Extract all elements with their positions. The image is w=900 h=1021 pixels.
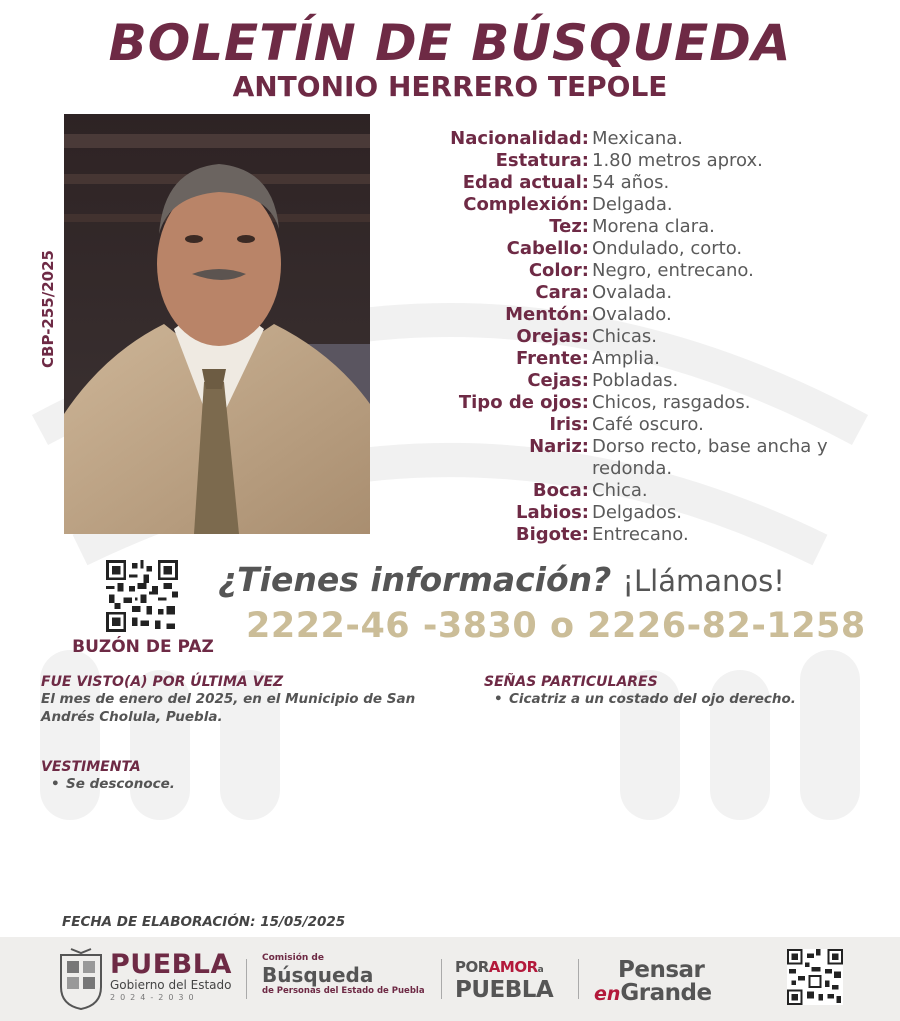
list-item: • Cicatriz a un costado del ojo derecho. <box>484 690 884 708</box>
call-us-text: ¡Llámanos! <box>622 564 785 598</box>
footer-divider <box>578 959 579 999</box>
trait-edad: Edad actual: 54 años. <box>462 172 670 193</box>
trait-complexion: Complexión: Delgada. <box>463 194 673 215</box>
buzon-qr-code[interactable] <box>106 560 178 632</box>
last-seen-text: El mes de enero del 2025, en el Municipio de San Andrés Cholula, Puebla. <box>41 691 416 725</box>
trait-color: Color: Negro, entrecano. <box>528 260 754 281</box>
coat-of-arms-icon <box>57 947 105 1011</box>
list-item: • Se desconoce. <box>41 775 431 793</box>
trait-cabello: Cabello: Ondulado, corto. <box>506 238 743 259</box>
physical-traits <box>380 128 880 546</box>
trait-labios: Labios: Delgados. <box>516 502 682 523</box>
elaboration-date: FECHA DE ELABORACIÓN: 15/05/2025 <box>62 914 346 930</box>
footer-bar <box>0 937 900 1021</box>
trait-cejas: Cejas: Pobladas. <box>527 370 679 391</box>
comision-busqueda-logo: Comisión de Búsqueda de Personas del Estado de Puebla <box>262 953 425 996</box>
phone-numbers[interactable]: 2222-46 -3830 o 2226-82-1258 <box>246 606 866 646</box>
trait-boca: Boca: Chica. <box>532 480 648 501</box>
clothing-heading: VESTIMENTA <box>41 759 141 775</box>
puebla-government-logo: PUEBLA Gobierno del Estado 2024-2030 <box>110 949 232 1002</box>
pensar-en-grande-logo: Pensar enGrande <box>594 957 712 1006</box>
trait-tipo-ojos: Tipo de ojos: Chicos, rasgados. <box>458 392 751 413</box>
distinguishing-marks-section <box>484 674 884 708</box>
person-name: ANTONIO HERRERO TEPOLE <box>232 70 668 103</box>
trait-cara: Cara: Ovalada. <box>535 282 673 303</box>
footer-divider <box>441 959 442 999</box>
case-id: CBP-255/2025 <box>39 250 57 368</box>
trait-bigote: Bigote: Entrecano. <box>515 524 689 545</box>
footer-divider <box>246 959 247 999</box>
trait-nacionalidad: Nacionalidad: Mexicana. <box>450 128 684 149</box>
trait-orejas: Orejas: Chicas. <box>516 326 658 347</box>
last-seen-heading: FUE VISTO(A) POR ÚLTIMA VEZ <box>41 674 284 690</box>
info-question: ¿Tienes información? <box>218 560 612 599</box>
marks-heading: SEÑAS PARTICULARES <box>484 674 658 690</box>
trait-menton: Mentón: Ovalado. <box>505 304 672 325</box>
last-seen-section <box>41 674 431 726</box>
trait-tez: Tez: Morena clara. <box>549 216 715 237</box>
trait-nariz: Nariz: Dorso recto, base ancha y redonda. <box>529 436 828 479</box>
footer-qr-code[interactable] <box>787 949 843 1005</box>
buzon-de-paz-label: BUZÓN DE PAZ <box>72 637 214 657</box>
por-amor-a-puebla-logo: PORAMORa PUEBLA <box>455 958 554 1003</box>
trait-estatura: Estatura: 1.80 metros aprox. <box>495 150 763 171</box>
trait-frente: Frente: Amplia. <box>515 348 661 369</box>
trait-iris: Iris: Café oscuro. <box>549 414 704 435</box>
bulletin-title: BOLETÍN DE BÚSQUEDA <box>108 14 792 72</box>
call-to-action <box>218 560 878 599</box>
missing-person-photo <box>64 114 370 534</box>
clothing-section <box>41 759 431 793</box>
